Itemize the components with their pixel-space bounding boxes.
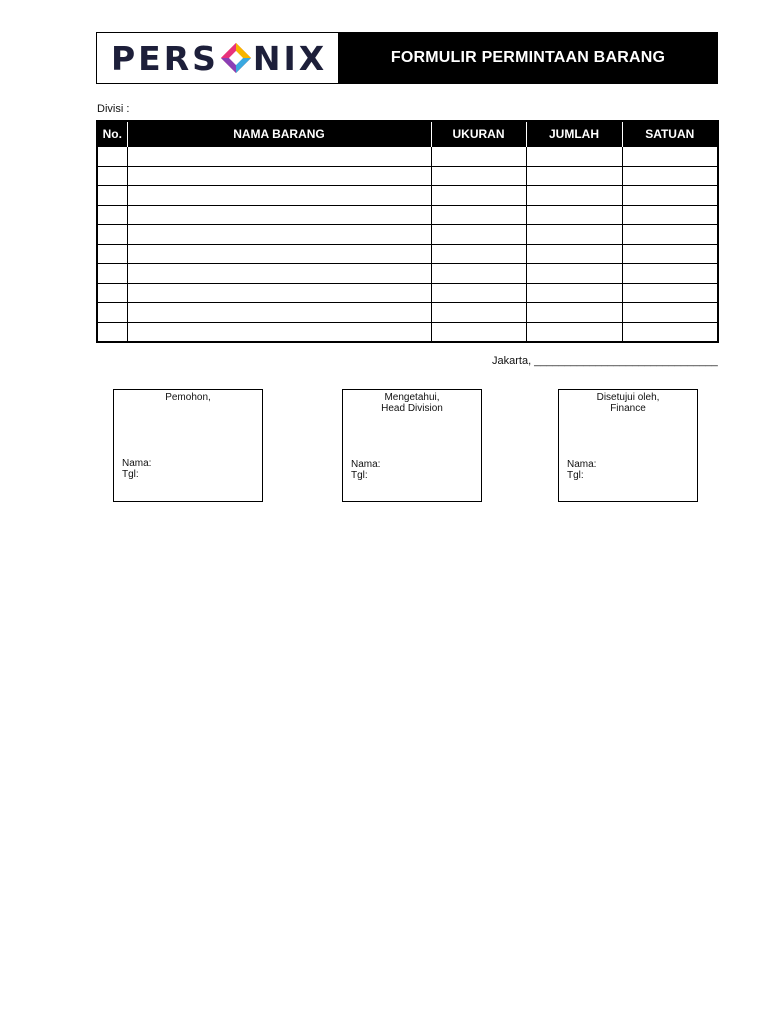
cell-ukuran[interactable] (431, 303, 526, 323)
signature-box-pemohon (113, 389, 263, 502)
cell-nama-barang[interactable] (127, 205, 431, 225)
cell-ukuran[interactable] (431, 205, 526, 225)
signature-box-head-division (342, 389, 482, 502)
cell-no[interactable] (97, 225, 127, 245)
cell-nama-barang[interactable] (127, 244, 431, 264)
signature-date-label: Tgl: (351, 470, 368, 481)
cell-ukuran[interactable] (431, 186, 526, 206)
cell-jumlah[interactable] (526, 264, 622, 284)
cell-satuan[interactable] (622, 264, 718, 284)
column-header-nama-barang: NAMA BARANG (127, 121, 431, 147)
column-header-no: No. (97, 121, 127, 147)
column-header-ukuran: UKURAN (431, 121, 526, 147)
cell-satuan[interactable] (622, 205, 718, 225)
cell-ukuran[interactable] (431, 147, 526, 167)
cell-jumlah[interactable] (526, 147, 622, 167)
cell-nama-barang[interactable] (127, 147, 431, 167)
cell-nama-barang[interactable] (127, 225, 431, 245)
logo-wordmark (111, 39, 327, 78)
cell-jumlah[interactable] (526, 283, 622, 303)
cell-satuan[interactable] (622, 186, 718, 206)
table-row (97, 283, 718, 303)
signature-date-label: Tgl: (567, 470, 584, 481)
cell-nama-barang[interactable] (127, 186, 431, 206)
signature-title: Pemohon, (165, 392, 211, 403)
table-row (97, 322, 718, 342)
cell-satuan[interactable] (622, 147, 718, 167)
cell-nama-barang[interactable] (127, 166, 431, 186)
cell-no[interactable] (97, 147, 127, 167)
table-row (97, 244, 718, 264)
cell-satuan[interactable] (622, 166, 718, 186)
signature-title: Disetujui oleh, (596, 392, 660, 403)
cell-satuan[interactable] (622, 303, 718, 323)
divisi-label: Divisi : (97, 103, 130, 115)
table-row (97, 166, 718, 186)
items-table (96, 120, 719, 343)
cell-ukuran[interactable] (431, 322, 526, 342)
signature-box-finance (558, 389, 698, 502)
place-date-line: Jakarta, ______________________________ (492, 355, 718, 367)
cell-jumlah[interactable] (526, 244, 622, 264)
table-row (97, 225, 718, 245)
cell-satuan[interactable] (622, 283, 718, 303)
table-row (97, 205, 718, 225)
signature-date-label: Tgl: (122, 469, 139, 480)
cell-nama-barang[interactable] (127, 322, 431, 342)
table-row (97, 264, 718, 284)
cell-ukuran[interactable] (431, 264, 526, 284)
company-logo (97, 33, 339, 83)
form-title: FORMULIR PERMINTAAN BARANG (390, 49, 666, 66)
cell-jumlah[interactable] (526, 322, 622, 342)
form-header (96, 32, 718, 84)
cell-satuan[interactable] (622, 322, 718, 342)
signature-name-label: Nama: (122, 458, 152, 469)
logo-text-right: NIX (252, 38, 328, 78)
column-header-jumlah: JUMLAH (526, 121, 622, 147)
cell-ukuran[interactable] (431, 225, 526, 245)
cell-jumlah[interactable] (526, 186, 622, 206)
signature-subtitle: Head Division (381, 403, 443, 414)
cell-no[interactable] (97, 244, 127, 264)
logo-o-icon (221, 43, 251, 73)
cell-jumlah[interactable] (526, 166, 622, 186)
signature-title: Mengetahui, (384, 392, 440, 403)
signature-subtitle: Finance (610, 403, 646, 414)
cell-no[interactable] (97, 264, 127, 284)
cell-nama-barang[interactable] (127, 303, 431, 323)
table-header-row (97, 121, 718, 147)
cell-ukuran[interactable] (431, 166, 526, 186)
logo-text-left: PERS (111, 38, 219, 78)
table-row (97, 186, 718, 206)
cell-no[interactable] (97, 186, 127, 206)
cell-no[interactable] (97, 322, 127, 342)
signature-name-label: Nama: (567, 459, 597, 470)
column-header-satuan: SATUAN (622, 121, 718, 147)
cell-no[interactable] (97, 303, 127, 323)
cell-jumlah[interactable] (526, 303, 622, 323)
cell-ukuran[interactable] (431, 283, 526, 303)
table-row (97, 303, 718, 323)
cell-no[interactable] (97, 205, 127, 225)
cell-jumlah[interactable] (526, 205, 622, 225)
cell-nama-barang[interactable] (127, 283, 431, 303)
signature-name-label: Nama: (351, 459, 381, 470)
cell-jumlah[interactable] (526, 225, 622, 245)
cell-nama-barang[interactable] (127, 264, 431, 284)
cell-no[interactable] (97, 166, 127, 186)
table-body (97, 147, 718, 343)
cell-ukuran[interactable] (431, 244, 526, 264)
cell-no[interactable] (97, 283, 127, 303)
title-banner (339, 33, 717, 83)
cell-satuan[interactable] (622, 244, 718, 264)
table-row (97, 147, 718, 167)
cell-satuan[interactable] (622, 225, 718, 245)
